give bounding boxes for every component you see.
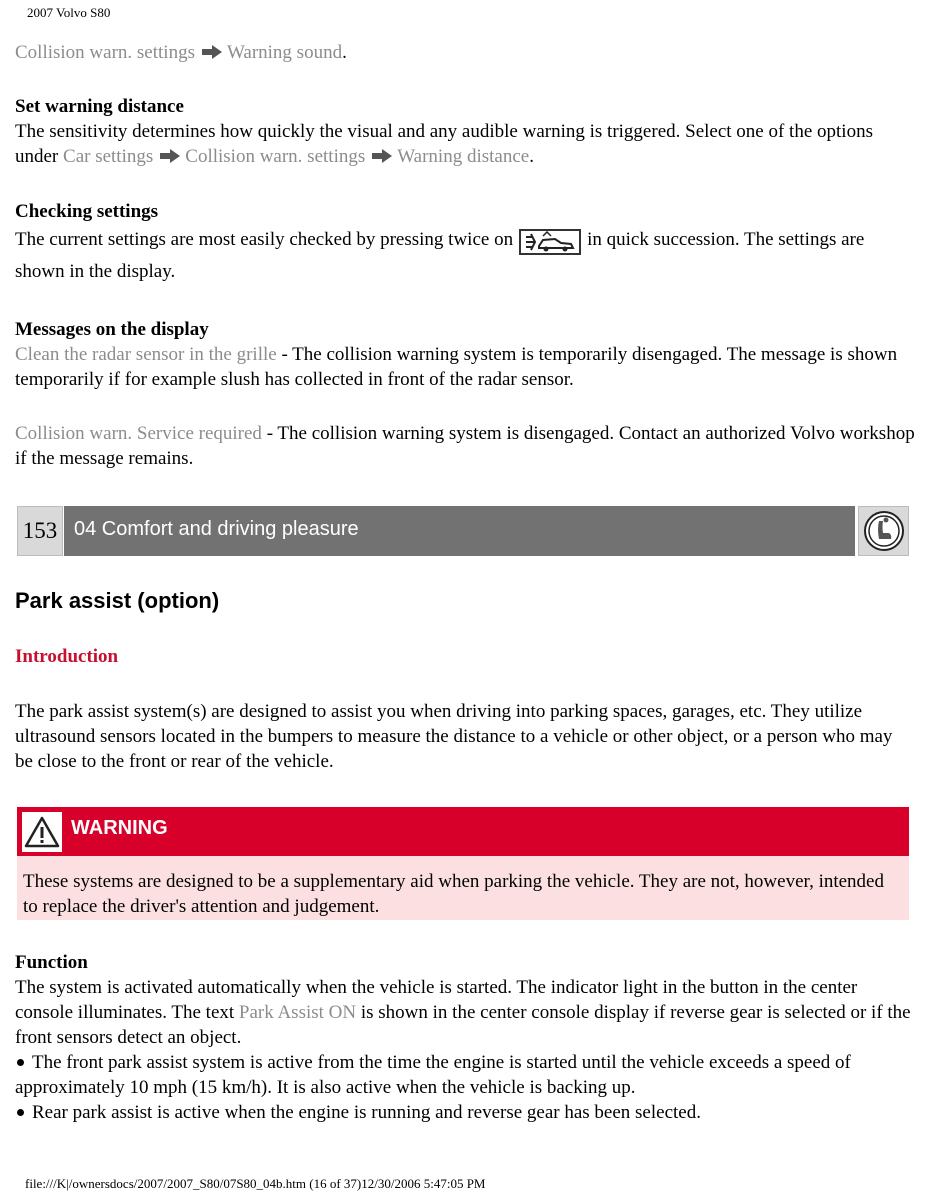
warning-triangle-icon [22, 812, 62, 852]
set-distance-section [15, 94, 915, 169]
menu-path-warning-distance: Warning distance [397, 146, 530, 167]
list-item: Rear park assist is active when the engine is running and reverse gear has been selected. [15, 1100, 915, 1125]
arrow-right-icon [159, 149, 181, 163]
menu-path-line: Collision warn. settings Warning sound. [15, 42, 347, 63]
messages-heading: Messages on the display [15, 319, 209, 340]
messages-section [15, 317, 915, 471]
list-item: The front park assist system is active from the time the engine is started until the vehicle exceeds a speed of approximately 10 mph (15 km/h). It is also active when the vehicle is backing up. [15, 1052, 851, 1098]
message-service-required: Collision warn. Service required - The collision warning system is disengaged. Contact an authorized Volvo workshop if the message remains. [15, 423, 915, 469]
set-distance-text: The sensitivity determines how quickly the visual and any audible warning is triggered. Select one of the options under Car settings Collision warn. settings Warning distance. [15, 121, 873, 167]
warning-title: WARNING [71, 817, 168, 839]
function-text: The system is activated automatically when the vehicle is started. The indicator light in the button in the center console illuminates. The text Park Assist ON is shown in the center console display if reverse gear is selected or if the front sensors detect an object. [15, 977, 911, 1048]
warning-text: These systems are designed to be a supplementary aid when parking the vehicle. They are not, however, intended to replace the driver's attention and judgement. [17, 856, 909, 920]
function-section [15, 950, 915, 1125]
page-number: 153 [17, 506, 63, 556]
warning-box [17, 807, 909, 920]
set-distance-heading: Set warning distance [15, 96, 184, 117]
introduction-text: The park assist system(s) are designed to assist you when driving into parking spaces, garages, etc. They utilize ultrasound sensors located in the bumpers to measure the distance to a vehicle or other object, or a person who may be close to the front or rear of the vehicle. [15, 701, 893, 772]
function-heading: Function [15, 952, 88, 973]
section-title: 04 Comfort and driving pleasure [64, 506, 855, 556]
bullet-icon [17, 1109, 24, 1116]
checking-heading: Checking settings [15, 201, 159, 222]
menu-path-warning-sound: Warning sound [226, 42, 343, 63]
section-bar [17, 506, 909, 556]
page-title: Park assist (option) [15, 588, 220, 613]
checking-section [15, 199, 915, 288]
arrow-right-icon [371, 149, 393, 163]
menu-path-collision-settings: Collision warn. settings [185, 146, 366, 167]
menu-path-car-settings: Car settings [63, 146, 154, 167]
park-assist-on-text: Park Assist ON [238, 1002, 357, 1023]
introduction-heading: Introduction [15, 646, 119, 667]
bullet-icon [17, 1059, 24, 1066]
warning-header [17, 807, 909, 856]
page-header: 2007 Volvo S80 [27, 5, 111, 20]
page-footer-path: file:///K|/ownersdocs/2007/2007_S80/07S80_04b.htm (16 of 37)12/30/2006 5:47:05 PM [25, 1176, 486, 1191]
message-clean-radar: Clean the radar sensor in the grille - The collision warning system is temporarily disengaged. The message is shown temporarily if for example slush has collected in front of the radar sensor. [15, 344, 898, 390]
arrow-right-icon [201, 45, 223, 59]
checking-text: The current settings are most easily checked by pressing twice on in quick succession. The settings are shown in the display. [15, 229, 865, 282]
seat-icon [858, 506, 909, 556]
collision-warning-button-icon [519, 229, 581, 255]
menu-path-collision-settings: Collision warn. settings [15, 42, 195, 63]
